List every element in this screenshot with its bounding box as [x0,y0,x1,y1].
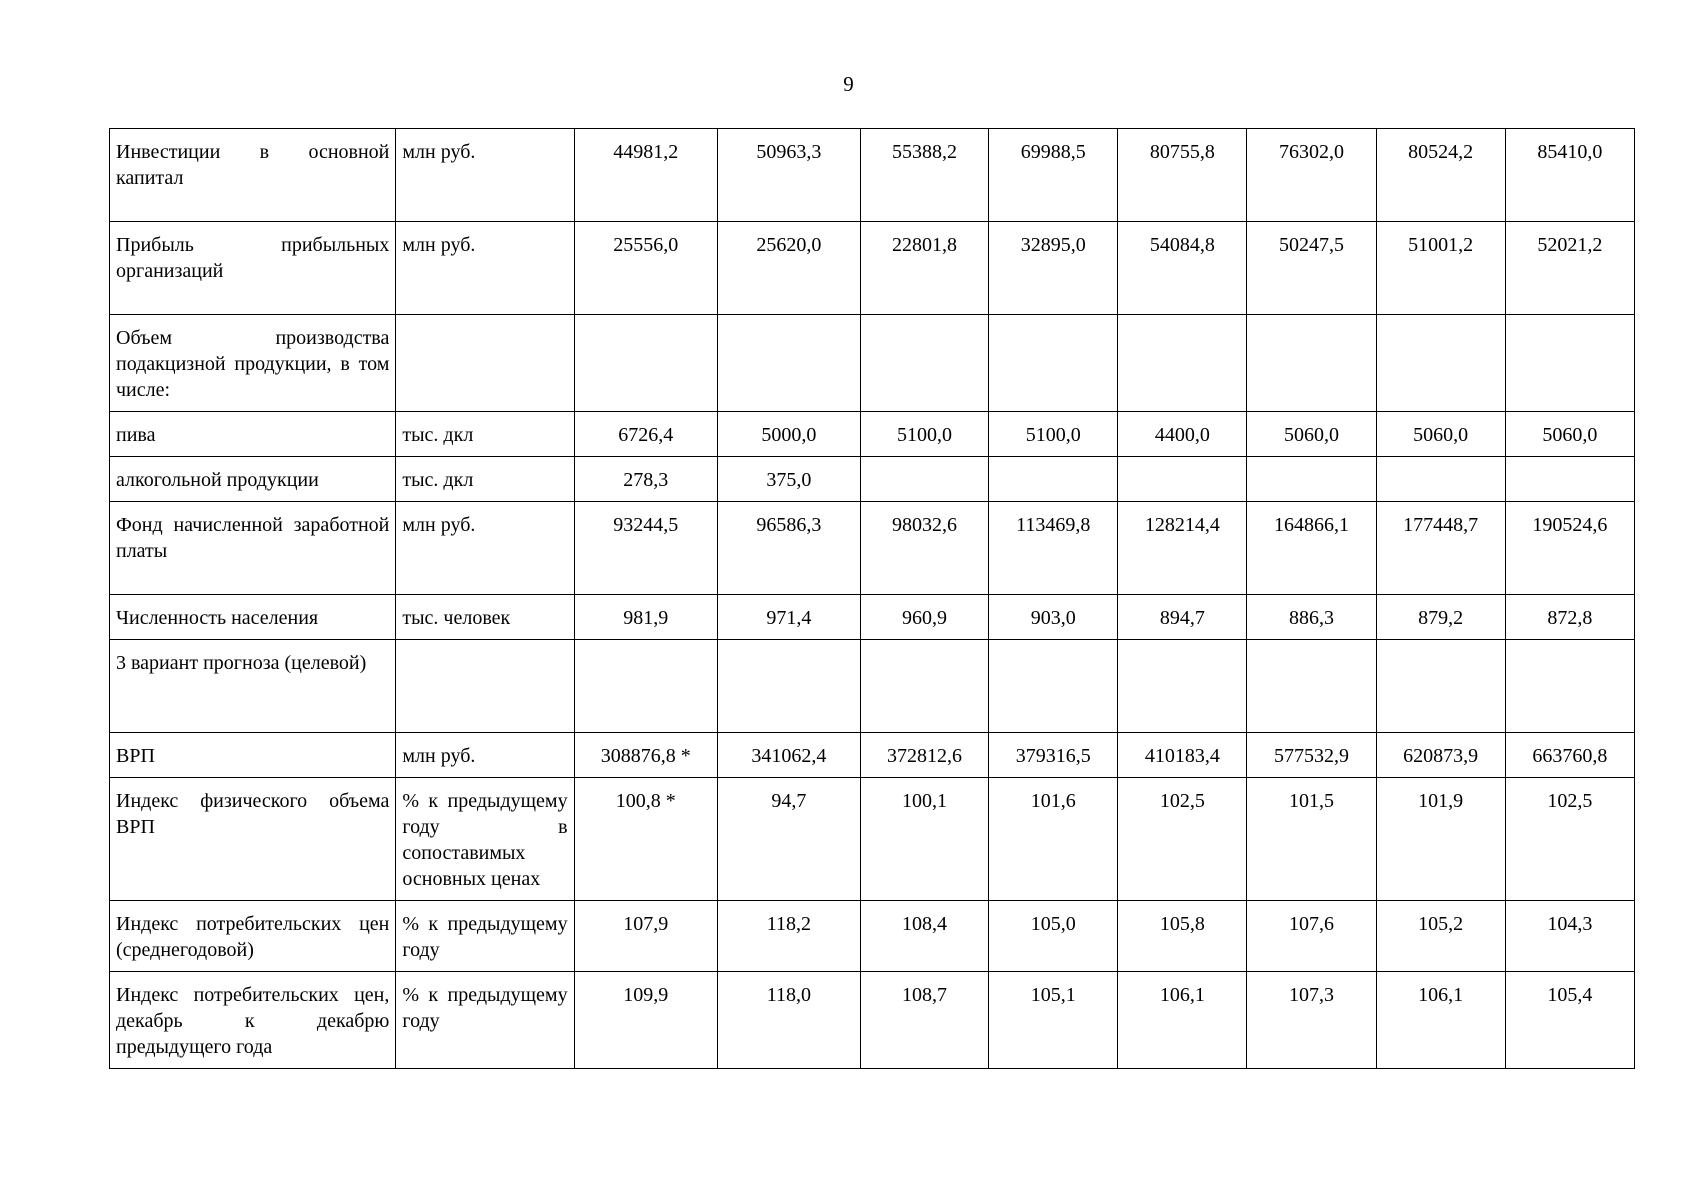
value-cell [989,640,1118,733]
value-cell: 5000,0 [717,412,860,457]
value-cell: 50963,3 [717,129,860,222]
value-cell: 663760,8 [1505,733,1634,778]
value-cell: 101,9 [1376,778,1505,901]
value-cell [1118,640,1247,733]
value-cell: 5060,0 [1505,412,1634,457]
table-row [110,129,1635,222]
indicator-name-cell: Прибыль прибыльных организаций [110,222,396,315]
table-body [110,129,1635,1069]
value-cell: 55388,2 [860,129,988,222]
value-cell: 118,2 [717,901,860,972]
value-cell: 32895,0 [989,222,1118,315]
value-cell [1118,315,1247,412]
value-cell: 107,9 [574,901,717,972]
unit-cell [396,640,574,733]
value-cell: 105,4 [1505,972,1634,1069]
value-cell [1376,315,1505,412]
value-cell [1247,315,1376,412]
unit-cell: млн руб. [396,733,574,778]
value-cell: 971,4 [717,595,860,640]
value-cell: 101,5 [1247,778,1376,901]
value-cell [989,315,1118,412]
table-row [110,412,1635,457]
value-cell: 69988,5 [989,129,1118,222]
value-cell [1118,457,1247,502]
value-cell: 102,5 [1118,778,1247,901]
value-cell: 93244,5 [574,502,717,595]
indicator-name-cell: Численность населения [110,595,396,640]
value-cell: 98032,6 [860,502,988,595]
value-cell: 100,8 * [574,778,717,901]
value-cell: 903,0 [989,595,1118,640]
table-row [110,901,1635,972]
value-cell: 108,4 [860,901,988,972]
value-cell: 879,2 [1376,595,1505,640]
value-cell [1505,640,1634,733]
indicator-name-cell: Объем производства подакцизной продукции, в том числе: [110,315,396,412]
value-cell: 886,3 [1247,595,1376,640]
value-cell: 105,1 [989,972,1118,1069]
table-row [110,972,1635,1069]
value-cell: 379316,5 [989,733,1118,778]
value-cell: 25556,0 [574,222,717,315]
unit-cell: % к предыдущему году [396,972,574,1069]
value-cell: 96586,3 [717,502,860,595]
value-cell: 177448,7 [1376,502,1505,595]
value-cell [1505,457,1634,502]
value-cell: 100,1 [860,778,988,901]
value-cell [860,640,988,733]
value-cell: 94,7 [717,778,860,901]
value-cell: 4400,0 [1118,412,1247,457]
indicator-name-cell: 3 вариант прогноза (целевой) [110,640,396,733]
value-cell: 44981,2 [574,129,717,222]
value-cell: 190524,6 [1505,502,1634,595]
value-cell: 113469,8 [989,502,1118,595]
value-cell: 51001,2 [1376,222,1505,315]
value-cell: 25620,0 [717,222,860,315]
value-cell: 107,3 [1247,972,1376,1069]
table-row [110,595,1635,640]
value-cell: 278,3 [574,457,717,502]
value-cell: 981,9 [574,595,717,640]
value-cell: 80755,8 [1118,129,1247,222]
value-cell [1376,640,1505,733]
unit-cell: тыс. дкл [396,457,574,502]
value-cell [1247,640,1376,733]
value-cell: 128214,4 [1118,502,1247,595]
page-number: 9 [843,72,854,96]
value-cell: 577532,9 [1247,733,1376,778]
value-cell: 6726,4 [574,412,717,457]
indicator-name-cell: Фонд начисленной заработной платы [110,502,396,595]
unit-cell: млн руб. [396,129,574,222]
table-row [110,315,1635,412]
value-cell: 960,9 [860,595,988,640]
value-cell: 872,8 [1505,595,1634,640]
unit-cell: % к предыдущему году [396,901,574,972]
value-cell: 308876,8 * [574,733,717,778]
table-row [110,457,1635,502]
value-cell: 372812,6 [860,733,988,778]
value-cell: 107,6 [1247,901,1376,972]
value-cell: 109,9 [574,972,717,1069]
value-cell [1376,457,1505,502]
indicator-name-cell: Индекс физического объема ВРП [110,778,396,901]
value-cell: 101,6 [989,778,1118,901]
indicator-name-cell: ВРП [110,733,396,778]
value-cell: 410183,4 [1118,733,1247,778]
indicators-table [109,128,1635,1069]
unit-cell: % к предыдущему году в сопоставимых основных ценах [396,778,574,901]
unit-cell: млн руб. [396,502,574,595]
value-cell: 5060,0 [1376,412,1505,457]
value-cell [860,457,988,502]
indicator-name-cell: алкогольной продукции [110,457,396,502]
table-row [110,222,1635,315]
unit-cell: млн руб. [396,222,574,315]
table-row [110,640,1635,733]
value-cell: 54084,8 [1118,222,1247,315]
value-cell: 5060,0 [1247,412,1376,457]
value-cell: 5100,0 [860,412,988,457]
value-cell: 104,3 [1505,901,1634,972]
indicator-name-cell: пива [110,412,396,457]
value-cell: 22801,8 [860,222,988,315]
indicator-name-cell: Индекс потребительских цен (среднегодовой) [110,901,396,972]
value-cell [574,640,717,733]
value-cell [860,315,988,412]
value-cell: 50247,5 [1247,222,1376,315]
value-cell: 341062,4 [717,733,860,778]
value-cell: 620873,9 [1376,733,1505,778]
value-cell: 106,1 [1376,972,1505,1069]
indicator-name-cell: Индекс потребительских цен, декабрь к декабрю предыдущего года [110,972,396,1069]
value-cell [717,315,860,412]
value-cell: 105,0 [989,901,1118,972]
value-cell: 375,0 [717,457,860,502]
value-cell: 894,7 [1118,595,1247,640]
value-cell: 118,0 [717,972,860,1069]
value-cell: 80524,2 [1376,129,1505,222]
indicator-name-cell: Инвестиции в основной капитал [110,129,396,222]
value-cell [989,457,1118,502]
value-cell [1505,315,1634,412]
unit-cell: тыс. дкл [396,412,574,457]
value-cell: 5100,0 [989,412,1118,457]
value-cell: 105,8 [1118,901,1247,972]
value-cell [717,640,860,733]
table-row [110,502,1635,595]
table-row [110,733,1635,778]
value-cell: 52021,2 [1505,222,1634,315]
unit-cell: тыс. человек [396,595,574,640]
value-cell: 102,5 [1505,778,1634,901]
value-cell: 108,7 [860,972,988,1069]
table-row [110,778,1635,901]
value-cell: 106,1 [1118,972,1247,1069]
value-cell [1247,457,1376,502]
value-cell: 164866,1 [1247,502,1376,595]
value-cell: 105,2 [1376,901,1505,972]
unit-cell [396,315,574,412]
value-cell [574,315,717,412]
value-cell: 76302,0 [1247,129,1376,222]
value-cell: 85410,0 [1505,129,1634,222]
